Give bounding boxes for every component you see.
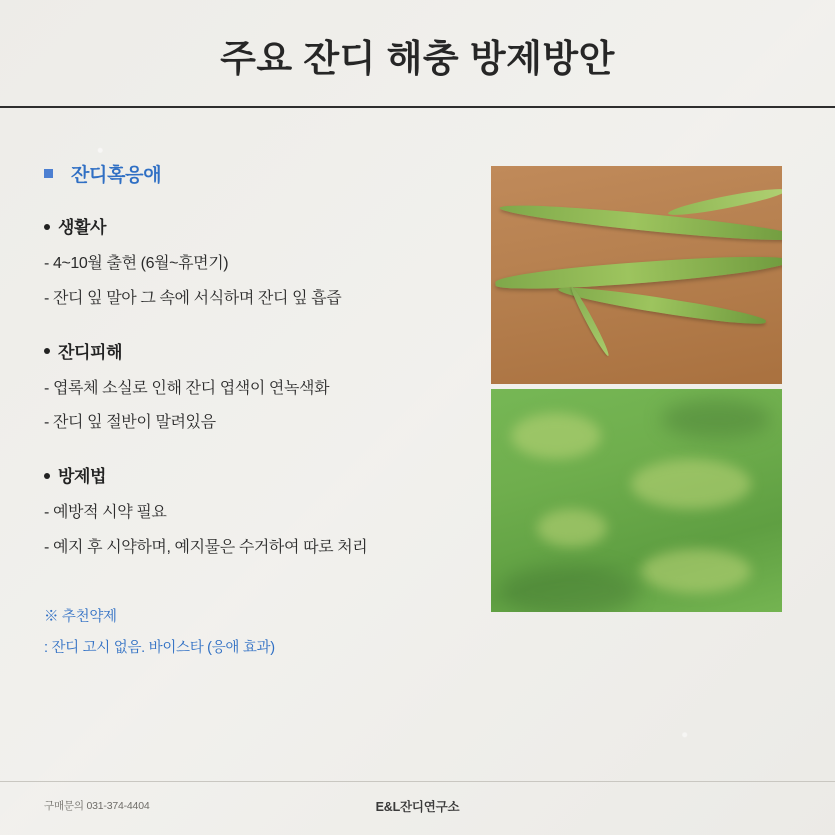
section-heading-label: 잔디혹응애 — [71, 165, 162, 186]
photo-turf-discoloration — [491, 389, 782, 612]
section-heading — [44, 160, 464, 187]
content-block-control — [44, 462, 464, 561]
block-line: - 4~10월 출현 (6월~휴면기) — [44, 255, 229, 272]
block-line: - 잔디 잎 절반이 말려있음 — [44, 414, 216, 432]
leaf-shape — [499, 198, 782, 246]
dot-bullet-icon — [44, 348, 50, 354]
dot-bullet-icon — [44, 224, 50, 230]
block-line: - 잔디 잎 말아 그 속에 서식하며 잔디 잎 흡즙 — [44, 289, 342, 307]
turf-patch — [537, 509, 607, 547]
leaf-shape — [495, 252, 782, 294]
block-title — [44, 462, 464, 487]
turf-patch-dark — [661, 399, 771, 439]
recommendation-body: : 잔디 고시 없음. 바이스타 (응애 효과) — [44, 639, 275, 656]
block-line: - 엽록체 소실로 인해 잔디 엽색이 연녹색화 — [44, 379, 330, 397]
content-block-lifecycle — [44, 213, 464, 312]
recommendation-note — [44, 605, 464, 657]
square-bullet-icon — [44, 169, 53, 178]
block-title — [44, 338, 464, 363]
slide-footer — [0, 781, 835, 835]
page-title: 주요 잔디 해충 방제방안 — [220, 38, 615, 79]
dot-bullet-icon — [44, 473, 50, 479]
photo-leaf-closeup — [491, 166, 782, 384]
block-title — [44, 213, 464, 238]
leaf-shape — [667, 185, 782, 220]
turf-patch — [511, 413, 601, 459]
block-line: - 예방적 시약 필요 — [44, 504, 167, 522]
block-title-label: 잔디피해 — [58, 342, 123, 362]
turf-patch-dark — [499, 565, 639, 612]
content-block-damage — [44, 338, 464, 437]
footer-brand: E&L잔디연구소 — [375, 800, 460, 814]
slide-header — [0, 0, 835, 108]
content-column — [44, 160, 464, 657]
turf-patch — [631, 459, 751, 509]
block-title-label: 생활사 — [58, 218, 107, 237]
block-title-label: 방제법 — [58, 467, 107, 487]
turf-patch — [641, 549, 751, 593]
block-line: - 예지 후 시약하며, 예지물은 수거하여 따로 처리 — [44, 538, 368, 556]
recommendation-title: ※ 추천약제 — [44, 608, 117, 625]
footer-contact: 구매문의 031-374-4404 — [44, 800, 150, 812]
